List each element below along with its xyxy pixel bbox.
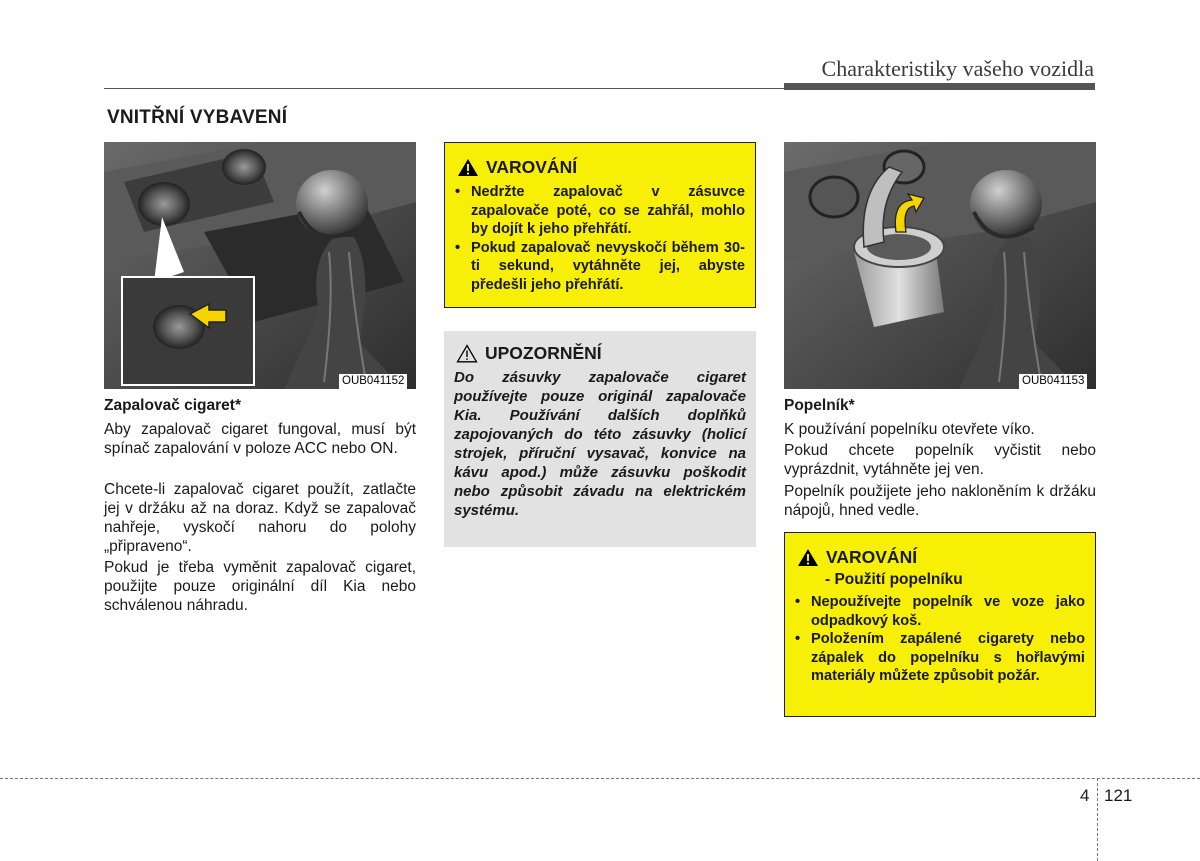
footer-dashed-divider <box>1097 778 1098 861</box>
ashtray-photo <box>784 142 1096 389</box>
ashtray-paragraph-3: Popelník použijete jeho nakloněním k držáku nápojů, hned vedle. <box>784 483 1096 519</box>
list-item: • Položením zapálené cigarety nebo zápalek do popelníku s hořlavými materiály můžete způsobit požár. <box>795 631 1085 685</box>
caution-text: Do zásuvky zapalovače cigaret používejte pouze originál zapalovače Kia. Používání dalších doplňků zapojovaných do této zásuvky (holicí strojek, příruční vysavač, konvice na kávu apod.) může zásuvku poškodit nebo způsobit závadu na elektrickém systému. <box>454 369 746 519</box>
lighter-paragraph-1: Aby zapalovač cigaret fungoval, musí být spínač zapalování v poloze ACC nebo ON. <box>104 421 416 457</box>
ashtray-paragraph-2: Pokud chcete popelník vyčistit nebo vyprázdnit, vytáhněte jej ven. <box>784 442 1096 478</box>
running-header-title: Charakteristiky vašeho vozidla <box>821 56 1094 81</box>
lighter-paragraph-3: Pokud je třeba vyměnit zapalovač cigaret, použijte pouze originální díl Kia nebo schválenou náhradu. <box>104 559 416 614</box>
header-rule-thin <box>104 88 1094 89</box>
list-item: • Nedržte zapalovač v zásuvce zapalovače poté, co se zahřál, mohlo by dojít k jeho přehřátí. <box>455 184 745 238</box>
warning-list <box>453 183 745 295</box>
warning-box-ashtray <box>784 532 1096 717</box>
cigarette-lighter-photo <box>104 142 416 389</box>
image-code-label: OUB041152 <box>339 374 407 389</box>
ashtray-heading: Popelník* <box>784 397 855 414</box>
caution-box <box>444 331 756 547</box>
ashtray-paragraph-1: K používání popelníku otevřete víko. <box>784 421 1035 438</box>
caution-title-text: UPOZORNĚNÍ <box>485 343 602 363</box>
warning-title-text: VAROVÁNÍ <box>486 157 578 177</box>
warning-triangle-icon <box>457 158 479 177</box>
warning-title-text: VAROVÁNÍ <box>826 547 918 567</box>
warning-subtitle: - Použití popelníku <box>825 571 963 588</box>
footer-dashed-rule <box>0 778 1200 779</box>
warning-triangle-icon <box>797 548 819 567</box>
warning-box-lighter <box>444 142 756 308</box>
caution-triangle-icon <box>456 344 478 363</box>
warning-title <box>457 157 577 178</box>
lighter-paragraph-2: Chcete-li zapalovač cigaret použít, zatlačte jej v držáku až na doraz. Když se zapalovač nahřeje, vyskočí nahoru do polohy „připraveno“. <box>104 481 416 555</box>
warning-title <box>797 547 917 568</box>
warning-list <box>793 593 1085 686</box>
image-code-label: OUB041153 <box>1019 374 1087 389</box>
caution-title <box>456 343 602 364</box>
list-item: • Pokud zapalovač nevyskočí během 30-ti sekund, vytáhněte jej, abyste předešli jeho přehřátí. <box>455 239 745 293</box>
cigarette-lighter-heading: Zapalovač cigaret* <box>104 397 241 414</box>
chapter-number: 4 <box>1080 786 1090 805</box>
section-title: VNITŘNÍ VYBAVENÍ <box>107 107 288 128</box>
list-item: • Nepoužívejte popelník ve voze jako odpadkový koš. <box>795 594 1085 629</box>
page-number: 121 <box>1104 786 1133 805</box>
